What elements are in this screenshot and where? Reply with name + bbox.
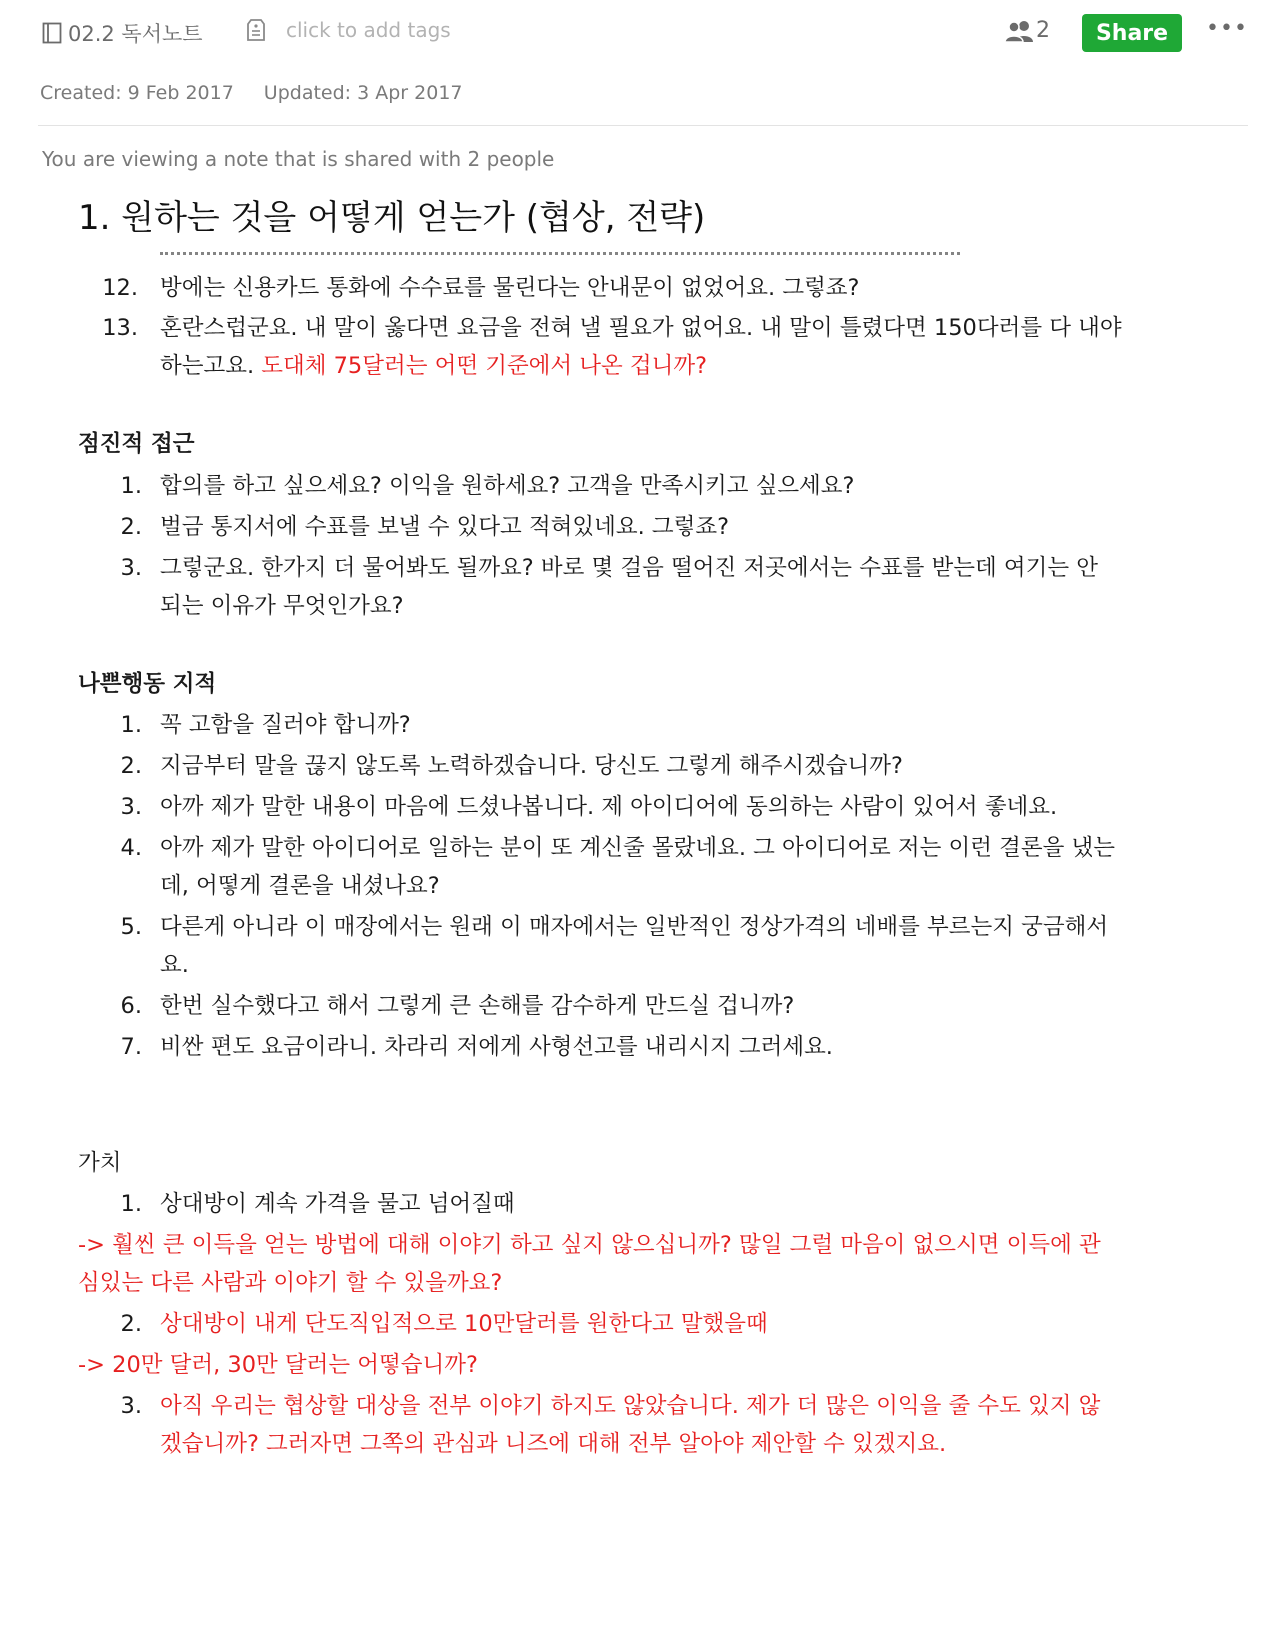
shared-people-button[interactable]	[1004, 18, 1050, 43]
notebook-icon	[42, 22, 62, 44]
share-button[interactable]: Share	[1082, 14, 1182, 52]
tag-input[interactable]	[246, 18, 451, 42]
note-title: 1. 원하는 것을 어떻게 얻는가 (협상, 전략)	[78, 198, 706, 238]
clipped-text-line	[160, 252, 960, 259]
people-icon	[1004, 19, 1036, 43]
shared-count: 2	[1036, 18, 1050, 43]
created-date: Created: 9 Feb 2017	[40, 82, 234, 104]
notebook-selector[interactable]	[42, 18, 203, 48]
note-metadata	[40, 82, 463, 104]
tag-placeholder: click to add tags	[286, 18, 451, 42]
header-divider	[38, 125, 1248, 126]
note-toolbar	[0, 0, 1280, 70]
shared-notice: You are viewing a note that is shared with 2 people	[42, 147, 555, 171]
highlighted-text: 도대체 75달러는 어떤 기준에서 나온 겁니까?	[261, 353, 708, 379]
more-options-icon[interactable]: •••	[1206, 16, 1248, 41]
updated-date: Updated: 3 Apr 2017	[263, 82, 463, 104]
notebook-name: 02.2 독서노트	[68, 22, 203, 46]
tag-icon	[246, 18, 266, 42]
